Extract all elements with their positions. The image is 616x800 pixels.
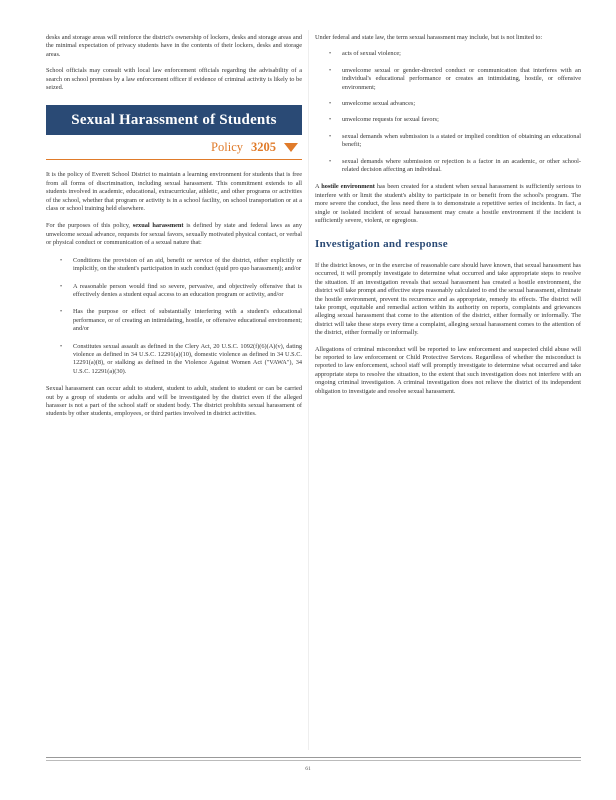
definition-text: is defined by state and federal laws as any unwelcome sexual advance, requests for sexual favors, sexually motivated physical contact, or verbal or physical conduct or communication of a sexual nature that: [46,222,302,247]
left-column [46,34,302,427]
footer-rule-top [46,757,581,758]
column-divider [308,30,309,750]
list-item: • Constitutes sexual assault as defined in the Clery Act, 20 U.S.C. 1092(f)(6)(A)(v), dating violence as defined in 34 U.S.C. 12291(a)(10), domestic violence as defined in 34 U.S.C. 12291(a)(8), or stalking as defined in the Violence Against Women Act ("VAWA"), 34 U.S.C. 12291(a)(30). [46,343,302,377]
list-item: • A reasonable person would find so severe, pervasive, and objectively offensive that is effectively denies a student equal access to an education program or activity, and/or [46,283,302,300]
investigation-paragraph-2: Allegations of criminal misconduct will be reported to law enforcement and suspected child abuse will be reported to law enforcement or Child Protective Services. Regardless of whether the misconduct is reported to law enforcement, school staff will promptly investigate to determine what occurred and take appropriate steps to resolve the situation, to the extent that such investigation does not interfere with an ongoing criminal investigation. A criminal investigation does not relieve the district of its independent obligation to investigate and resolve sexual harassment. [315,345,581,395]
section-banner [46,105,302,135]
hostile-environment-paragraph [315,183,581,225]
list-item: • unwelcome sexual or gender-directed conduct or communication that interferes with an individual's educational performance or creates an intimidating, hostile, or offensive environment; [315,67,581,92]
investigation-paragraph-1: If the district knows, or in the exercise of reasonable care should have known, that sexual harassment has occurred, it will promptly investigate to determine what occurred and take appropriate steps to resolve the situation. If an investigation reveals that sexual harassment has created a hostile environment, the district will take prompt and effective steps reasonably calculated to end the sexual harassment, eliminate the hostile environment, prevent its recurrence and as appropriate, remedy its effects. The district will take prompt, equitable and remedial action within its authority on reports, complaints and grievances alleging sexual harassment that come to the attention of the district, either formally or informally. The district will take these steps every time a complaint, alleging sexual harassment comes to the attention of the district, either formally or informally. [315,261,581,337]
page-number: 61 [305,766,311,772]
triangle-down-icon [284,143,298,152]
list-item: • Conditions the provision of an aid, benefit or service of the district, either explicitly or implicitly, on the student's participation in such conduct (quid pro quo harassment); and/or [46,257,302,274]
list-item: • sexual demands when submission is a stated or implied condition of obtaining an educational benefit; [315,133,581,150]
list-item: • unwelcome sexual advances; [315,100,581,108]
list-item: • sexual demands where submission or rejection is a factor in an academic, or other school-related decision affecting an individual. [315,158,581,175]
policy-paragraph-2 [46,222,302,247]
right-column [315,34,581,404]
definition-intro: For the purposes of this policy, [46,222,133,230]
footer-rule-bottom [46,760,581,761]
hostile-intro: A [315,183,322,191]
policy-number: 3205 [251,140,276,155]
list-item: • acts of sexual violence; [315,50,581,58]
policy-paragraph-1: It is the policy of Everett School District to maintain a learning environment for students that is free from all forms of discrimination, including sexual harassment. This commitment extends to all students involved in academic, educational, extracurricular, athletic, and other programs or activities of the school, whether that program or activity is in a school facility, on school transportation or at a class or school training held elsewhere. [46,171,302,213]
policy-label-row [46,135,302,160]
harassment-examples-list [315,50,581,174]
intro-paragraph-1: desks and storage areas will reinforce the district's ownership of lockers, desks and storage areas and the minimal expectation of privacy students have in the contents of their lockers, desks and storage areas. [46,34,302,58]
harassment-conditions-list [46,257,302,376]
intro-paragraph-2: School officials may consult with local law enforcement officials regarding the advisability of a search on school premises by a law enforcement officer if evidence of criminal activity is likely to be seized. [46,67,302,92]
hostile-text: has been created for a student when sexual harassment is sufficiently serious to interfere with or limit the student's ability to participate in or benefit from the school's program. The more severe the conduct, the less need there is to demonstrate a repetitive series of incidents. In fact, a single or isolated incident of sexual harassment may create a hostile environment if the incident is sufficiently severe, violent, or egregious. [315,183,581,225]
sexual-harassment-term: sexual harassment [132,222,184,230]
section-title: Sexual Harassment of Students [71,112,277,129]
investigation-heading: Investigation and response [315,237,448,250]
list-item: • unwelcome requests for sexual favors; [315,116,581,124]
policy-label: Policy [211,140,243,155]
list-item: • Has the purpose or effect of substantially interfering with a student's educational performance, or of creating an intimidating, hostile, or offensive educational environment; and/or [46,308,302,333]
policy-paragraph-3: Sexual harassment can occur adult to student, student to adult, student to student or can be carried out by a group of students or adults and will be investigated by the district even if the alleged harasser is not a part of the school staff or student body. The district prohibits sexual harassment of students by other students, employees, or third parties involved in district activities. [46,385,302,418]
hostile-environment-term: hostile environment [321,183,375,191]
federal-law-paragraph: Under federal and state law, the term sexual harassment may include, but is not limited to: [315,34,543,41]
